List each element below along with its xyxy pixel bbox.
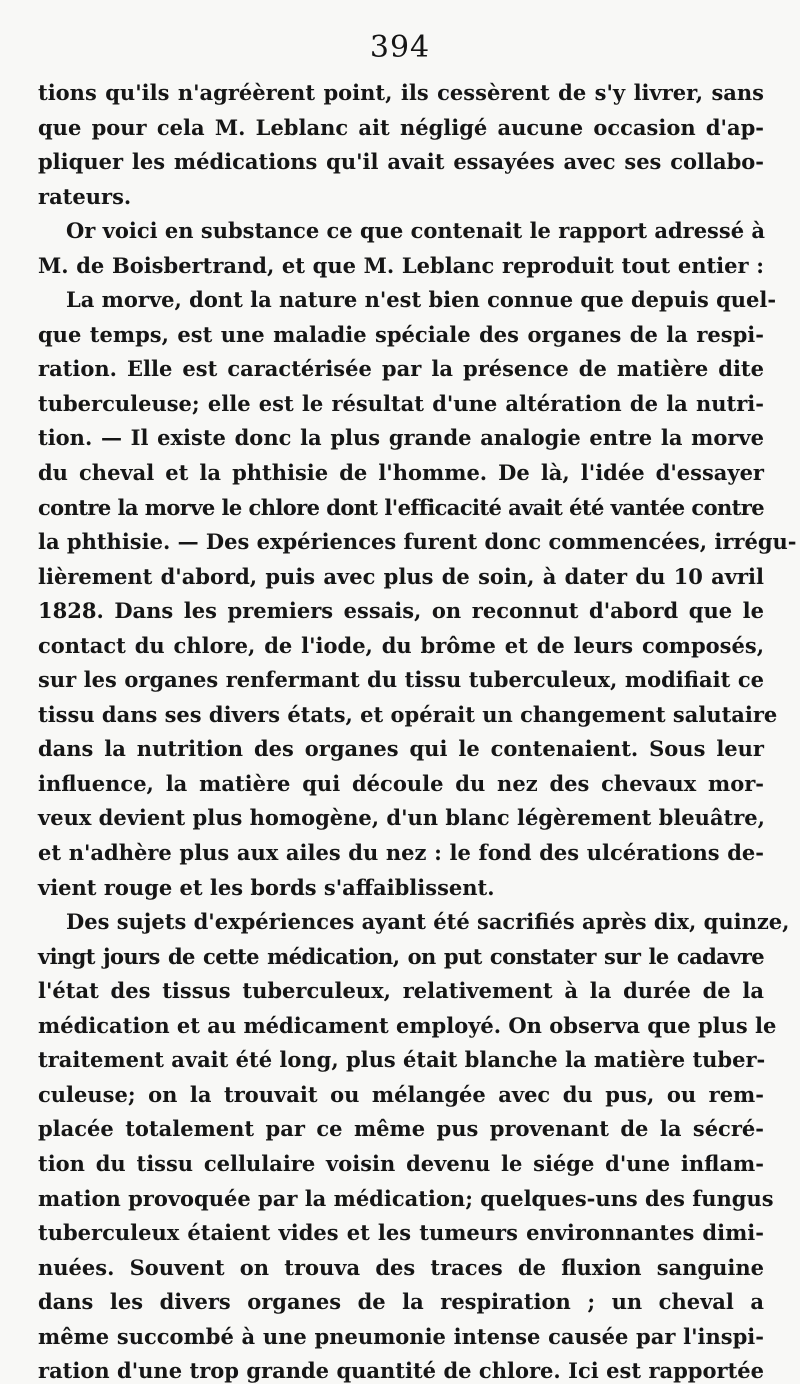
text-line: tion du tissu cellulaire voisin devenu le siége d'une inflam- bbox=[38, 1150, 764, 1176]
text-line: veux devient plus homogène, d'un blanc légèrement bleuâtre, bbox=[38, 805, 765, 831]
text-line: tuberculeuse; elle est le résultat d'une altération de la nutri- bbox=[38, 390, 764, 416]
text-line: tissu dans ses divers états, et opérait un changement salutaire bbox=[38, 701, 778, 727]
text-line: M. de Boisbertrand, et que M. Leblanc reproduit tout entier : bbox=[38, 252, 764, 278]
text-line: ration. Elle est caractérisée par la présence de matière dite bbox=[38, 356, 764, 382]
text-line: lièrement d'abord, puis avec plus de soin, à dater du 10 avril bbox=[38, 563, 764, 589]
text-line: pliquer les médications qu'il avait essayées avec ses collabo- bbox=[38, 149, 764, 175]
text-line: ration d'une trop grande quantité de chlore. Ici est rapportée bbox=[38, 1358, 764, 1384]
text-line: dans les divers organes de la respiration ; un cheval a bbox=[38, 1289, 764, 1315]
text-line: 1828. Dans les premiers essais, on reconnut d'abord que le bbox=[38, 598, 764, 624]
text-line: médication et au médicament employé. On observa que plus le bbox=[38, 1012, 777, 1038]
text-line: vingt jours de cette médication, on put constater sur le cadavre bbox=[38, 943, 764, 969]
text-line: que pour cela M. Leblanc ait négligé aucune occasion d'ap- bbox=[38, 114, 764, 140]
text-line: influence, la matière qui découle du nez des chevaux mor- bbox=[38, 770, 764, 796]
text-line: la phthisie. — Des expériences furent donc commencées, irrégu- bbox=[38, 529, 797, 555]
page-number: 394 bbox=[369, 30, 431, 65]
text-line: du cheval et la phthisie de l'homme. De là, l'idée d'essayer bbox=[38, 460, 764, 486]
text-line: mation provoquée par la médication; quelques-uns des fungus bbox=[38, 1185, 774, 1211]
text-line: rateurs. bbox=[38, 183, 132, 209]
text-line: tuberculeux étaient vides et les tumeurs environnantes dimi- bbox=[38, 1220, 764, 1246]
text-line: sur les organes renfermant du tissu tuberculeux, modifiait ce bbox=[38, 667, 764, 693]
text-line: culeuse; on la trouvait ou mélangée avec du pus, ou rem- bbox=[38, 1081, 764, 1107]
text-line: vient rouge et les bords s'affaiblissent. bbox=[38, 874, 495, 900]
text-line: nuées. Souvent on trouva des traces de fluxion sanguine bbox=[38, 1254, 764, 1280]
text-line: contre la morve le chlore dont l'efficacité avait été vantée contre bbox=[38, 494, 764, 520]
text-line: contact du chlore, de l'iode, du brôme et de leurs composés, bbox=[38, 632, 764, 658]
text-line: l'état des tissus tuberculeux, relativement à la durée de la bbox=[38, 978, 764, 1004]
body-text bbox=[38, 76, 797, 1389]
text-line: tion. — Il existe donc la plus grande analogie entre la morve bbox=[38, 425, 764, 451]
text-line: traitement avait été long, plus était blanche la matière tuber- bbox=[38, 1047, 766, 1073]
text-line: que temps, est une maladie spéciale des organes de la respi- bbox=[38, 321, 764, 347]
text-line: même succombé à une pneumonie intense causée par l'inspi- bbox=[38, 1323, 764, 1349]
text-line: Des sujets d'expériences ayant été sacrifiés après dix, quinze, bbox=[66, 909, 790, 935]
text-line: placée totalement par ce même pus provenant de la sécré- bbox=[38, 1116, 764, 1142]
text-line: tions qu'ils n'agréèrent point, ils cessèrent de s'y livrer, sans bbox=[38, 80, 764, 105]
text-line: dans la nutrition des organes qui le contenaient. Sous leur bbox=[38, 736, 764, 762]
text-line: et n'adhère plus aux ailes du nez : le fond des ulcérations de- bbox=[38, 840, 764, 866]
text-line: La morve, dont la nature n'est bien connue que depuis quel- bbox=[66, 287, 777, 313]
text-line: Or voici en substance ce que contenait le rapport adressé à bbox=[66, 218, 765, 244]
